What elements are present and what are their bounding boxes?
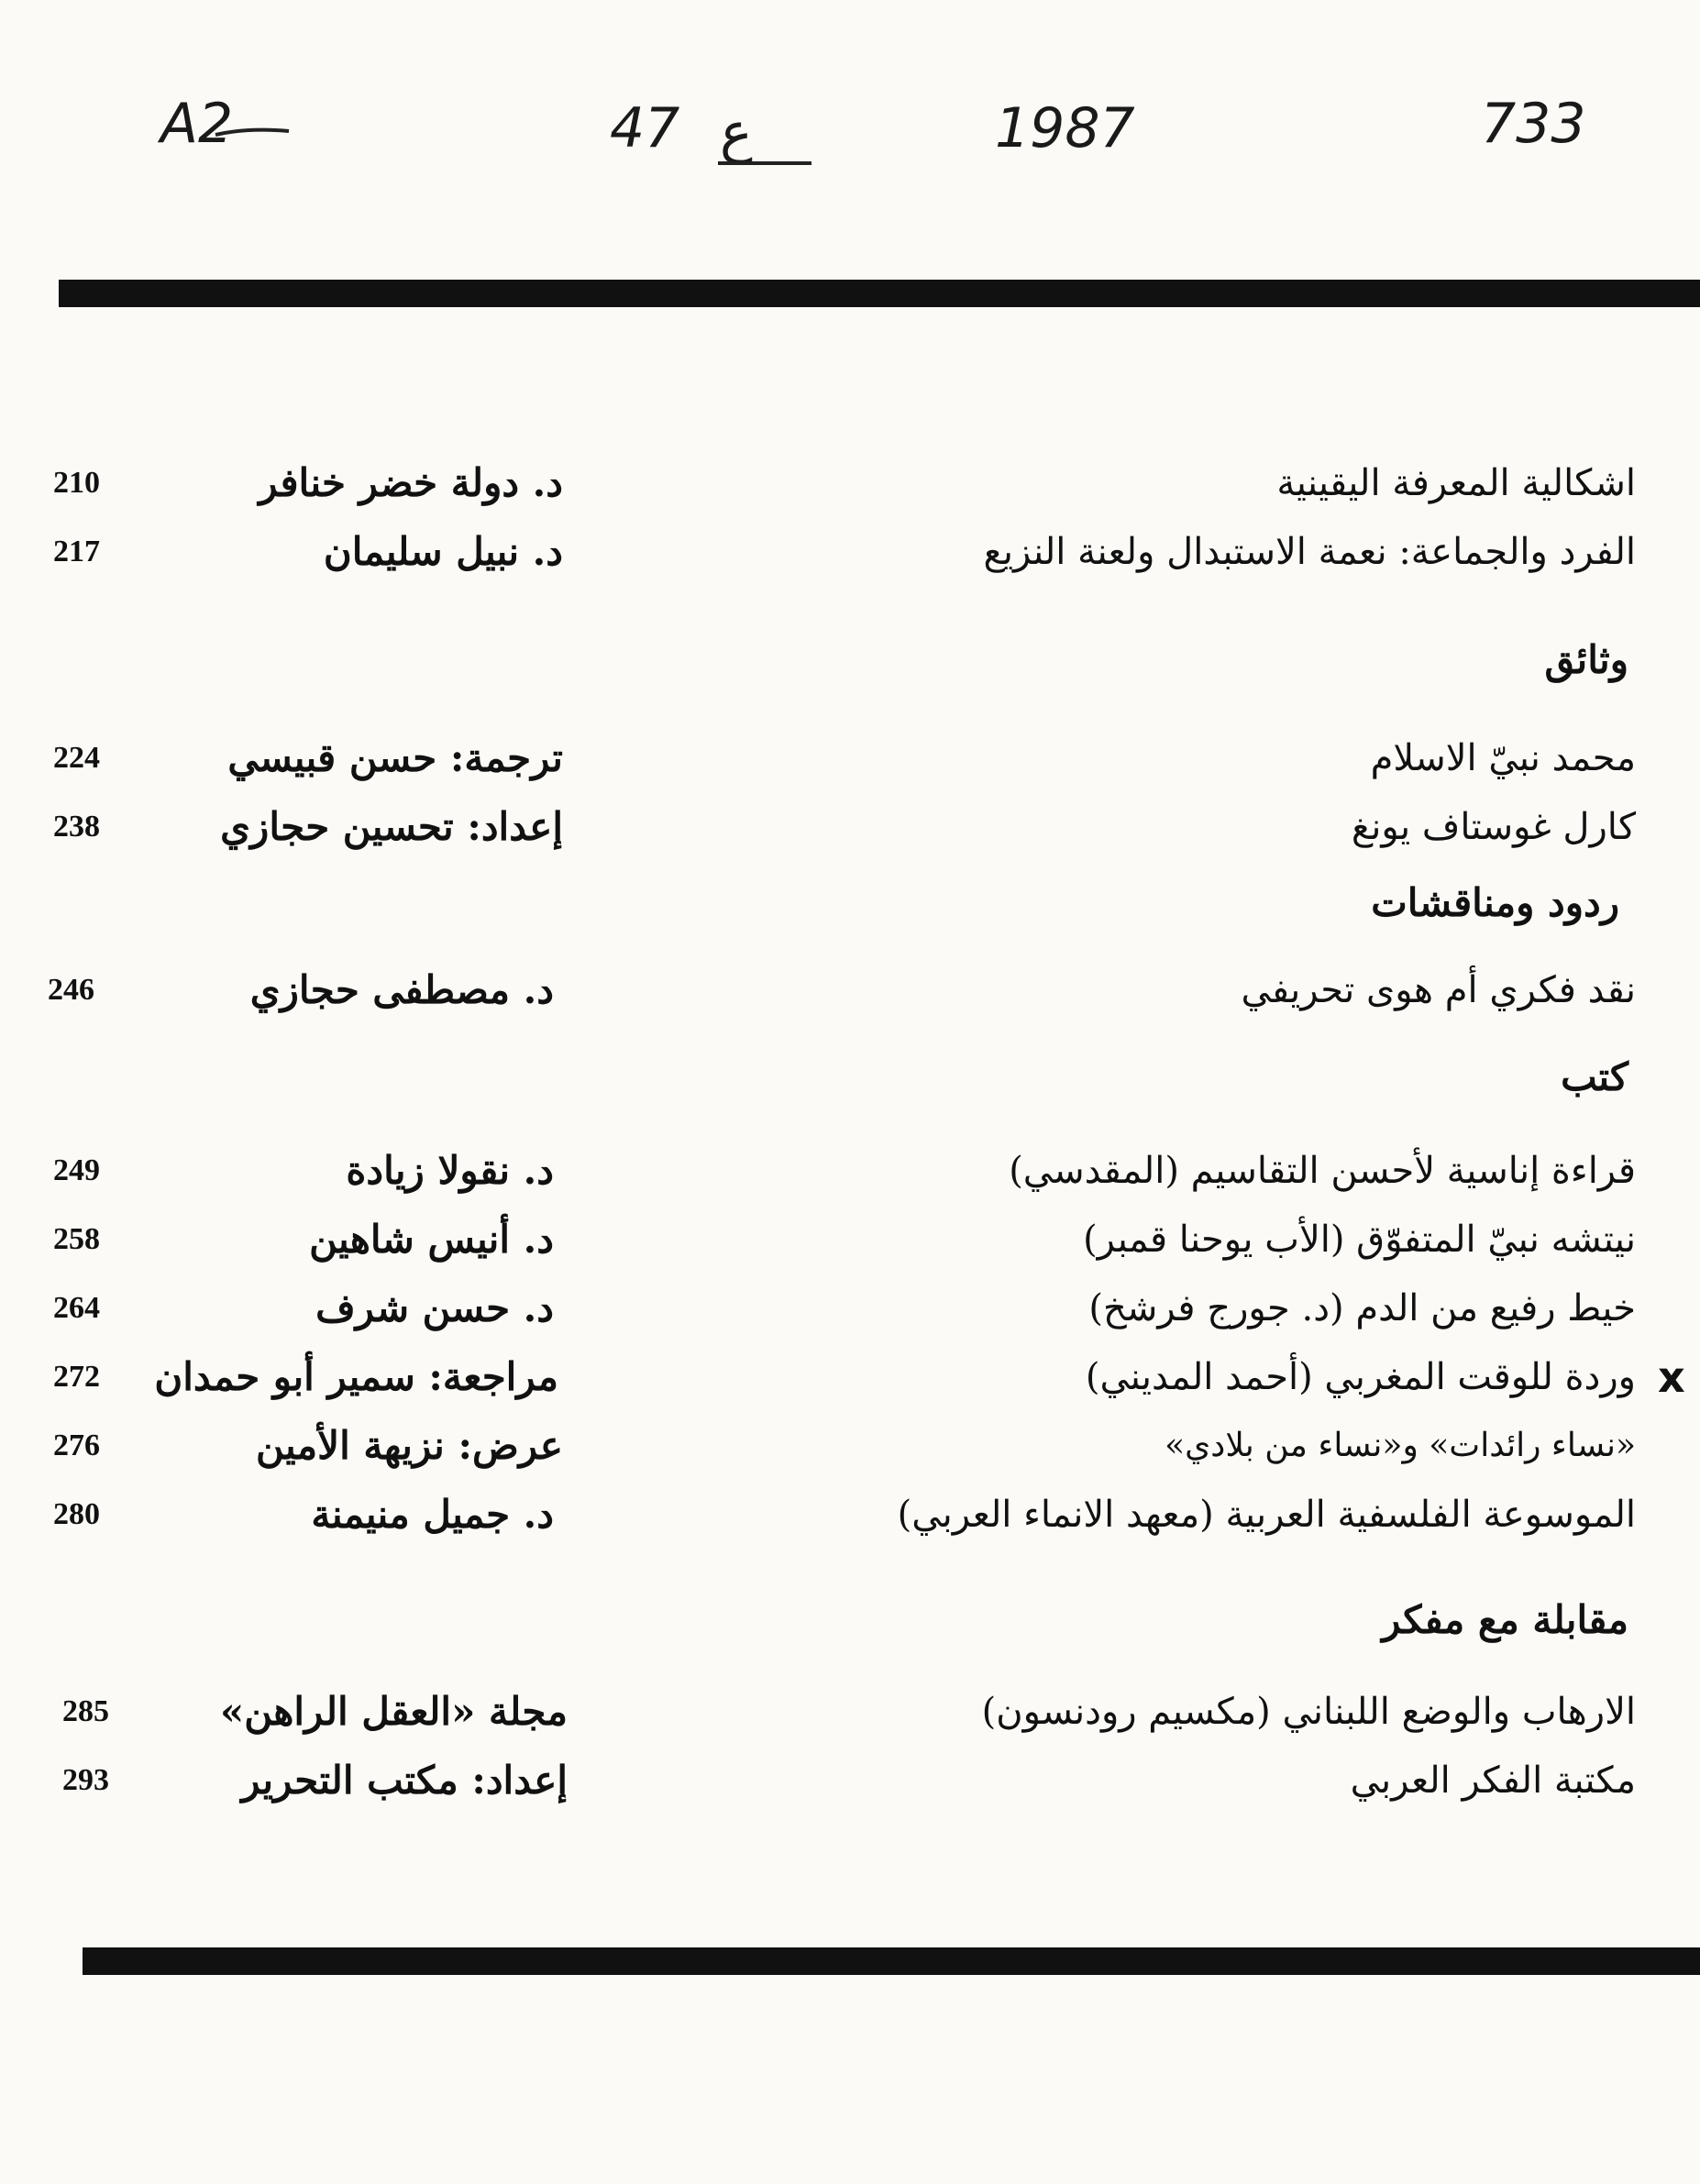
entry-page: 246: [48, 973, 94, 1007]
section-heading-documents: وثائق: [1544, 637, 1628, 682]
toc-entry: [0, 795, 1700, 859]
entry-author: د. مصطفى حجازي: [249, 967, 554, 1012]
entry-author: د. جميل منيمنة: [311, 1492, 554, 1537]
entry-page: 264: [53, 1291, 100, 1325]
section-heading-interview: مقابلة مع مفكر: [1382, 1597, 1628, 1642]
entry-page: 276: [53, 1428, 100, 1462]
section-heading-responses: ردود ومناقشات: [1371, 880, 1619, 925]
entry-page: 272: [53, 1360, 100, 1394]
entry-title: نقد فكري أم هوى تحريفي: [1241, 969, 1636, 1011]
entry-author: ترجمة: حسن قبيسي: [227, 735, 563, 780]
entry-author: د. حسن شرف: [315, 1285, 554, 1330]
entry-title: قراءة إناسية لأحسن التقاسيم (المقدسي): [1009, 1150, 1636, 1192]
bottom-rule: [83, 1947, 1700, 1975]
handwritten-dash: [211, 124, 293, 142]
entry-author: د. أنيس شاهين: [309, 1217, 554, 1262]
toc-entry: [0, 958, 1700, 1022]
handwritten-year: 1987: [995, 96, 1135, 160]
toc-entry: [0, 1414, 1700, 1478]
entry-title: مكتبة الفكر العربي: [1350, 1759, 1636, 1802]
handwritten-volume: 47: [610, 96, 680, 160]
entry-page: 238: [53, 810, 100, 844]
toc-entry: [0, 1680, 1700, 1744]
handwritten-ref: A2: [160, 92, 234, 156]
entry-title: محمد نبيّ الاسلام: [1370, 737, 1636, 779]
entry-title: نيتشه نبيّ المتفوّق (الأب يوحنا قمبر): [1083, 1219, 1636, 1261]
entry-page: 249: [53, 1153, 100, 1187]
entry-page: 224: [53, 741, 100, 775]
handwritten-number: 733: [1481, 92, 1586, 156]
toc-entry: [0, 1208, 1700, 1272]
entry-author: د. نقولا زيادة: [346, 1148, 554, 1193]
entry-title: الموسوعة الفلسفية العربية (معهد الانماء العربي): [897, 1494, 1636, 1536]
entry-page: 280: [53, 1497, 100, 1531]
toc-entry: [0, 1139, 1700, 1203]
handwritten-issue-mark: ع: [720, 101, 753, 165]
margin-x-mark: x: [1658, 1352, 1685, 1402]
entry-author: عرض: نزيهة الأمين: [256, 1423, 563, 1468]
top-rule: [59, 280, 1700, 307]
entry-page: 210: [53, 466, 100, 500]
toc-entry: [0, 1276, 1700, 1340]
toc-entry: [0, 1748, 1700, 1813]
entry-author: إعداد: تحسين حجازي: [220, 804, 563, 849]
section-heading-books: كتب: [1561, 1054, 1628, 1099]
toc-entry: [0, 726, 1700, 790]
entry-author: إعداد: مكتب التحرير: [241, 1758, 568, 1803]
entry-page: 258: [53, 1222, 100, 1256]
toc-entry: [0, 1483, 1700, 1547]
toc-entry: [0, 1345, 1700, 1409]
entry-title: كارل غوستاف يونغ: [1351, 806, 1636, 848]
entry-title: الارهاب والوضع اللبناني (مكسيم رودنسون): [981, 1691, 1636, 1733]
entry-author: مراجعة: سمير أبو حمدان: [154, 1354, 558, 1399]
entry-page: 217: [53, 535, 100, 568]
entry-page: 293: [62, 1763, 109, 1797]
entry-title: وردة للوقت المغربي (أحمد المديني): [1085, 1356, 1636, 1398]
toc-entry: [0, 451, 1700, 515]
entry-page: 285: [62, 1694, 109, 1728]
entry-author: د. دولة خضر خنافر: [259, 460, 563, 505]
entry-title: خيط رفيع من الدم (د. جورج فرشخ): [1088, 1287, 1636, 1329]
entry-title: اشكالية المعرفة اليقينية: [1276, 462, 1636, 504]
entry-title: الفرد والجماعة: نعمة الاستبدال ولعنة النزيع: [983, 531, 1636, 573]
entry-author: د. نبيل سليمان: [323, 529, 563, 574]
handwritten-underline: [715, 156, 816, 171]
entry-author: مجلة «العقل الراهن»: [220, 1689, 568, 1734]
toc-entry: [0, 520, 1700, 584]
entry-title: «نساء رائدات» و«نساء من بلادي»: [1165, 1427, 1636, 1464]
